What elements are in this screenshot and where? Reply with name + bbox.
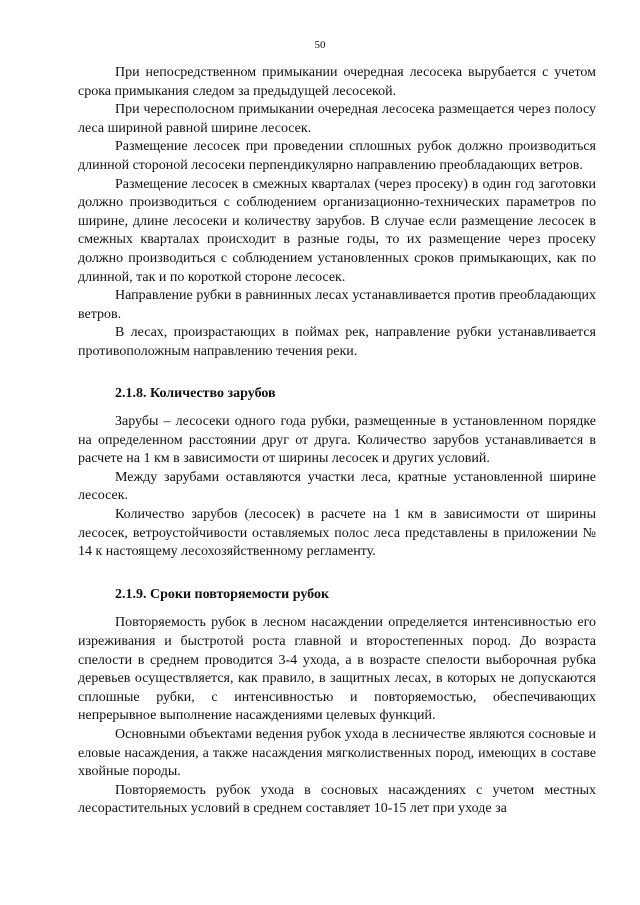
paragraph: Основными объектами ведения рубок ухода в лесничестве являются сосновые и еловые насаждения, а также насаждения мягколиственных пород, имеющих в составе хвойные породы.: [78, 727, 596, 780]
page-number: 50: [314, 39, 326, 51]
paragraph: Направление рубки в равнинных лесах устанавливается против преобладающих ветров.: [78, 288, 596, 322]
paragraph: При чересполосном примыкании очередная лесосека размещается через полосу леса шириной равной ширине лесосек.: [78, 102, 596, 136]
paragraph: Зарубы – лесосеки одного года рубки, размещенные в установленном порядке на определенном расстоянии друг от друга. Количество зарубов устанавливается в расчете на 1 км в зависимости от ширины лесосек и других условий.: [78, 414, 596, 467]
paragraph: При непосредственном примыкании очередная лесосека вырубается с учетом срока примыкания следом за предыдущей лесосекой.: [78, 65, 596, 99]
paragraph: Повторяемость рубок ухода в сосновых насаждениях с учетом местных лесорастительных условий в среднем составляет 10-15 лет при уходе за: [78, 782, 596, 817]
paragraph: Между зарубами оставляются участки леса, кратные установленной ширине лесосек.: [78, 469, 596, 504]
paragraph: В лесах, произрастающих в поймах рек, направление рубки устанавливается противоположным направлению течения реки.: [78, 325, 596, 359]
section-heading-2-1-9: 2.1.9. Сроки повторяемости рубок: [115, 586, 330, 602]
paragraph: Размещение лесосек в смежных кварталах (через просеку) в один год заготовки должно производиться с соблюдением организационно-технических параметров по ширине, длине лесосеки и количеству зарубов. В случае если размещение лесосек в смежных кварталах происходит в разные годы, то их размещение через просеку должно производиться с соблюдением установленных сроков примыкающих, как по длинной, так и по короткой стороне лесосек.: [78, 176, 596, 285]
paragraph: Повторяемость рубок в лесном насаждении определяется интенсивностью его изреживания и быстротой роста главной и второстепенных пород. До возраста спелости в среднем проводится 3-4 ухода, а в возрасте спелости выборочная рубка деревьев осуществляется, как правило, в защитных лесах, в которых не допускаются сплошные рубки, с интенсивностью и повторяемостью, обеспечивающих непрерывное выполнение насаждениями целевых функций.: [78, 615, 596, 724]
paragraph: Количество зарубов (лесосек) в расчете на 1 км в зависимости от ширины лесосек, ветроустойчивости оставляемых полос леса представлены в приложении № 14 к настоящему лесохозяйственному регламенту.: [78, 507, 596, 560]
paragraph: Размещение лесосек при проведении сплошных рубок должно производиться длинной стороной лесосеки перпендикулярно направлению преобладающих ветров.: [78, 139, 596, 173]
section-heading-2-1-8: 2.1.8. Количество зарубов: [115, 385, 276, 401]
document-body: [78, 64, 596, 819]
